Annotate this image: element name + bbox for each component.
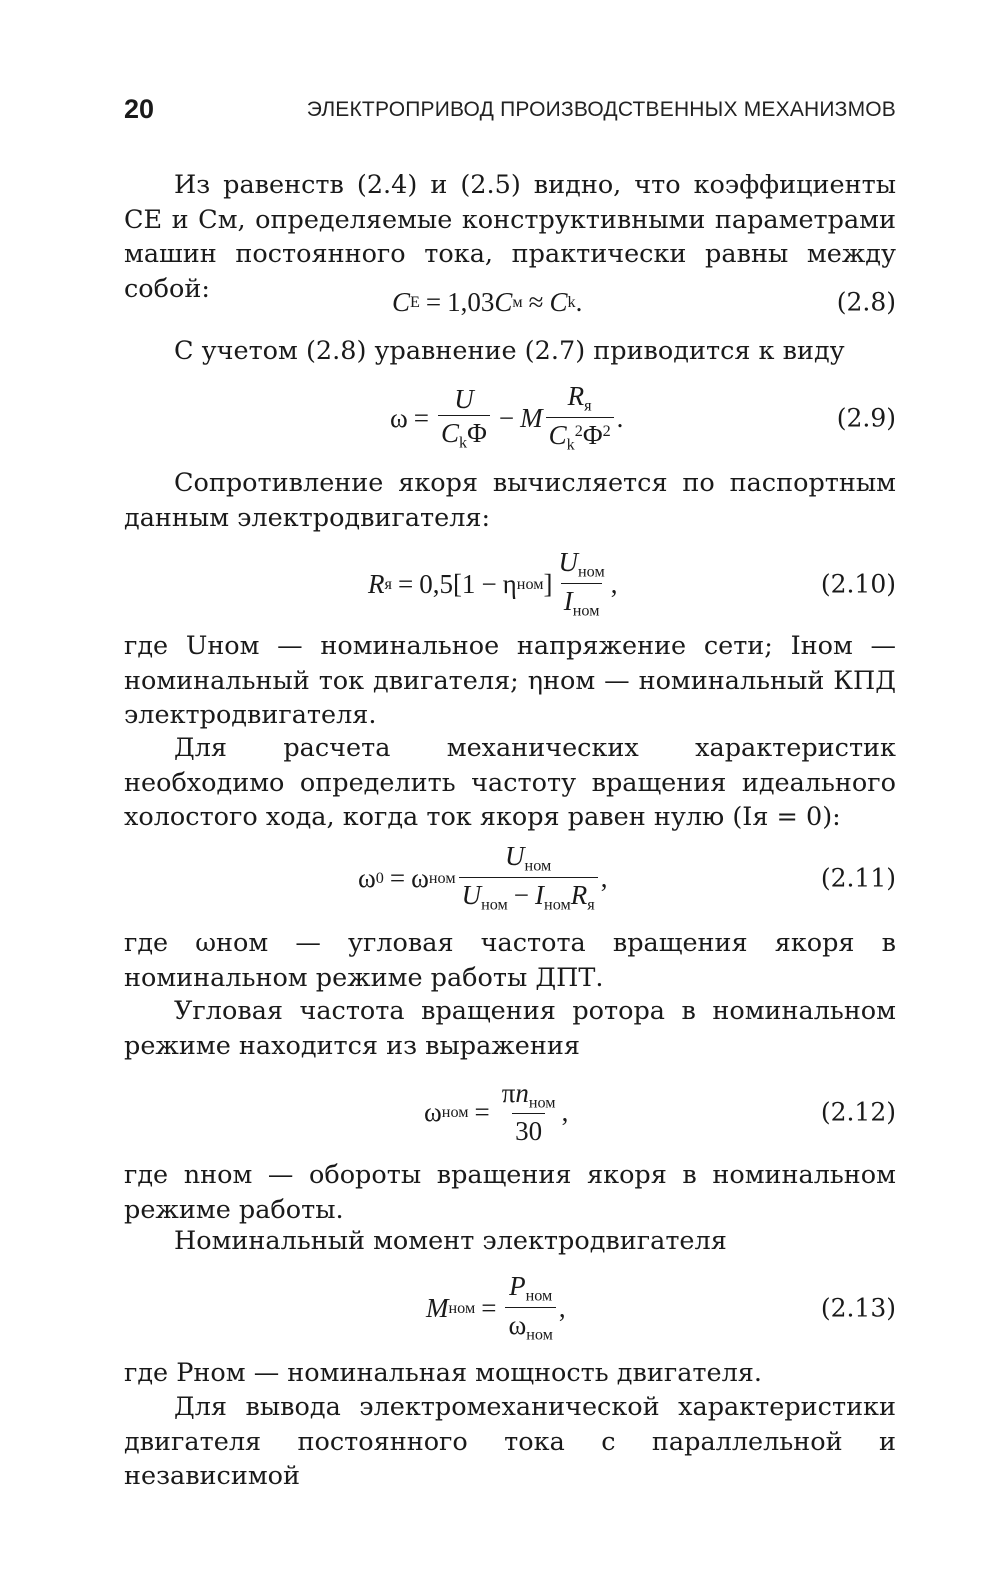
paragraph-1: Из равенств (2.4) и (2.5) видно, что коэффициенты CE и Cм, определяемые конструктивными параметрами машин постоянного тока, практически равны между собой: [124, 170, 896, 304]
paragraph-5: Для расчета механических характеристик необходимо определить частоту вращения идеального холостого хода, когда ток якоря равен нулю (Iя = 0): [124, 733, 896, 832]
paragraph-4: где Uном — номинальное напряжение сети; Iном — номинальный ток двигателя; ηном — номинальный КПД электродвигателя. [124, 631, 896, 730]
equation-number: (2.10) [820, 569, 896, 599]
paragraph-7: Угловая частота вращения ротора в номинальном режиме находится из выражения [124, 996, 896, 1061]
equation-number: (2.9) [836, 403, 896, 433]
equation-number: (2.11) [820, 863, 896, 893]
equation-2-9: ω = $\frac{U}{C_k\Phi}$ − M $\frac{R_я}{C_k^2\Phi^2}$ . (2.9) [390, 381, 896, 454]
paragraph-8: где nном — обороты вращения якоря в номинальном режиме работы. [124, 1160, 896, 1225]
equation-2-10: R я = 0,5[1 − η ном ] $\frac{U_{ном}}{I_{ном}}$ , (2.10) [368, 547, 896, 620]
page-number: 20 [124, 94, 155, 124]
running-title: ЭЛЕКТРОПРИВОД ПРОИЗВОДСТВЕННЫХ МЕХАНИЗМОВ [306, 98, 896, 121]
paragraph-11: Для вывода электромеханической характеристики двигателя постоянного тока с параллельной и независимой [124, 1392, 896, 1491]
equation-number: (2.12) [820, 1097, 896, 1127]
paragraph-10: где Pном — номинальная мощность двигателя. [124, 1358, 762, 1388]
equation-2-11: ω 0 = ω ном $\frac{U_{ном}}{U_{ном} - I_{ном}R_я}$ , (2.11) [358, 841, 896, 914]
equation-2-8: C E = 1,03 C м ≈ C k . (2.8) [392, 286, 896, 317]
equation-number: (2.13) [820, 1293, 896, 1323]
paragraph-9: Номинальный момент электродвигателя [174, 1226, 727, 1256]
paragraph-6: где ωном — угловая частота вращения якоря в номинальном режиме работы ДПТ. [124, 928, 896, 993]
paragraph-2: С учетом (2.8) уравнение (2.7) приводится к виду [174, 336, 845, 366]
equation-2-12: ω ном = $\frac{\pi n_{ном}}{30}$ , (2.12) [424, 1077, 896, 1147]
paragraph-3: Сопротивление якоря вычисляется по паспортным данным электродвигателя: [124, 468, 896, 533]
equation-2-13: M ном = $\frac{P_{ном}}{\omega_{ном}}$ , (2.13) [426, 1271, 896, 1344]
equation-number: (2.8) [836, 287, 896, 317]
